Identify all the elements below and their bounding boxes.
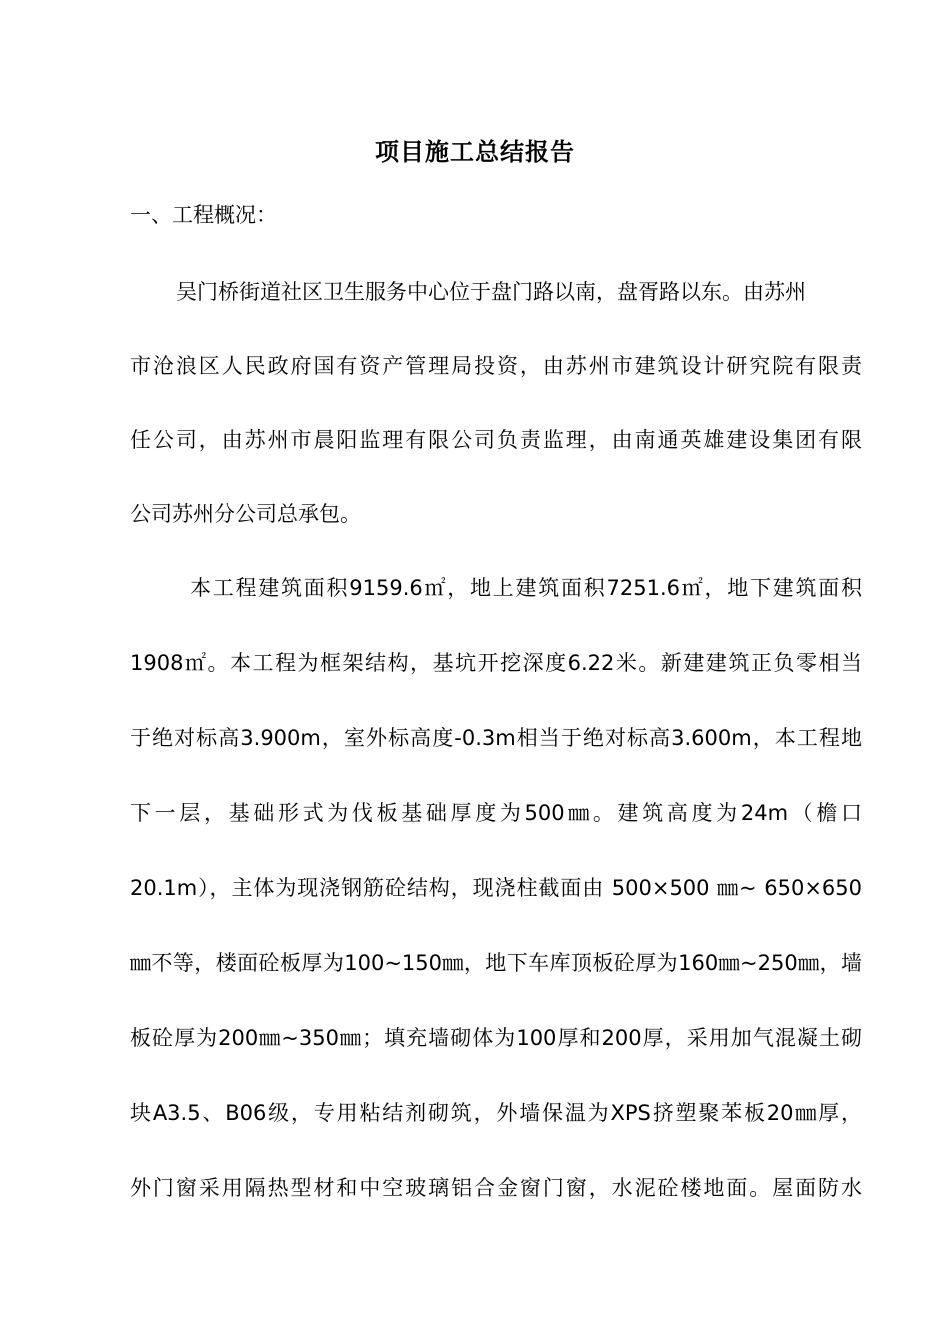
- paragraph-line: 任公司，由苏州市晨阳监理有限公司负责监理，由南通英雄建设集团有限: [130, 428, 862, 452]
- paragraph-line: 块A3.5、B06级，专用粘结剂砌筑，外墙保温为XPS挤塑聚苯板20㎜厚，: [130, 1101, 862, 1125]
- paragraph-line: ㎜不等，楼面砼板厚为100~150㎜，地下车库顶板砼厚为160㎜~250㎜，墙: [130, 951, 862, 975]
- paragraph-line: 外门窗采用隔热型材和中空玻璃铝合金窗门窗，水泥砼楼地面。屋面防水: [130, 1176, 862, 1200]
- document-title: 项目施工总结报告: [375, 138, 575, 166]
- paragraph-line: 20.1m），主体为现浇钢筋砼结构，现浇柱截面由 500×500 ㎜~ 650×650: [130, 876, 862, 900]
- section-heading: 一、工程概况：: [130, 203, 277, 227]
- paragraph-line: 市沧浪区人民政府国有资产管理局投资，由苏州市建筑设计研究院有限责: [130, 354, 862, 378]
- paragraph-line: 下一层，基础形式为伐板基础厚度为500㎜。建筑高度为24m（檐口: [130, 801, 862, 825]
- paragraph-line: 吴门桥街道社区卫生服务中心位于盘门路以南，盘胥路以东。由苏州: [176, 280, 806, 304]
- paragraph-line: 1908㎡。本工程为框架结构，基坑开挖深度6.22米。新建建筑正负零相当: [130, 651, 862, 675]
- paragraph-line: 公司苏州分公司总承包。: [130, 502, 361, 526]
- paragraph-line: 于绝对标高3.900m，室外标高度-0.3m相当于绝对标高3.600m，本工程地: [130, 726, 862, 750]
- paragraph-line: 板砼厚为200㎜~350㎜；填充墙砌体为100厚和200厚，采用加气混凝土砌: [130, 1026, 862, 1050]
- paragraph-line: 本工程建筑面积9159.6㎡，地上建筑面积7251.6㎡，地下建筑面积: [190, 576, 862, 600]
